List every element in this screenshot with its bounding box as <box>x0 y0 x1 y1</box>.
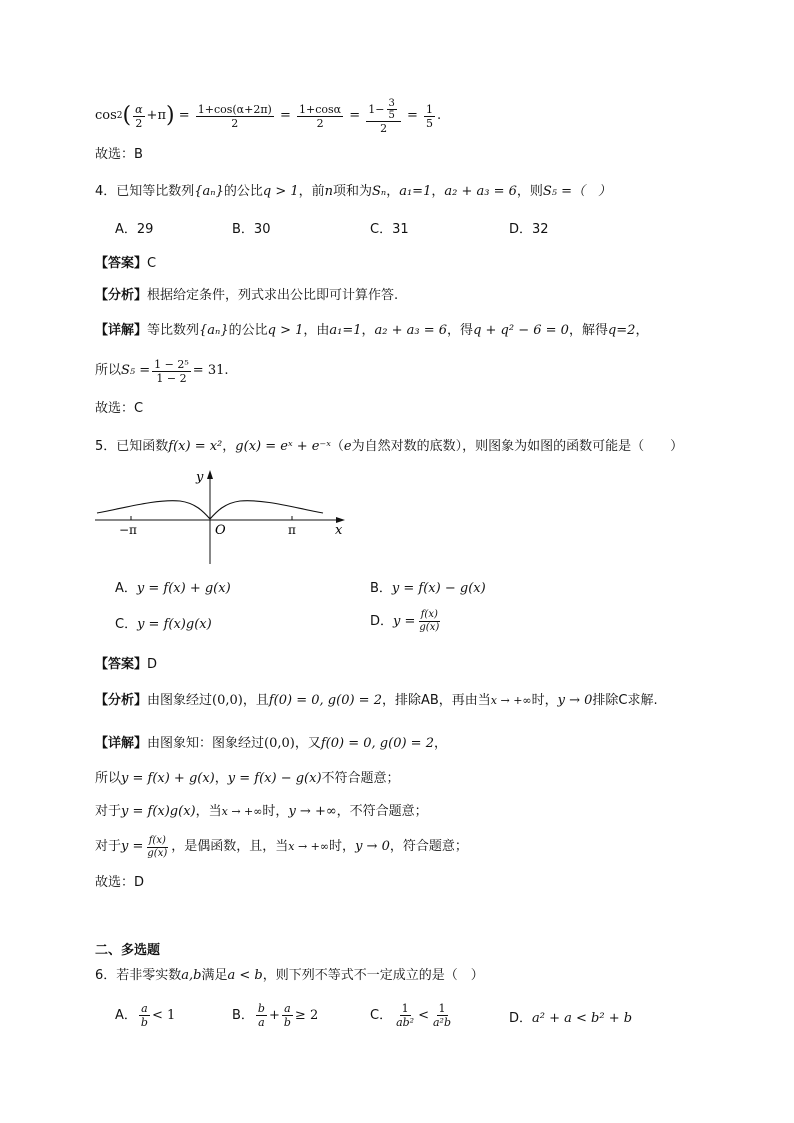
q5-detail-line2: 所以y = f(x) + g(x)，y = f(x) − g(x)不符合题意； <box>95 771 400 786</box>
q6-option-b[interactable]: B． $\frac{b}{a}$ + $\frac{a}{b}$ ≥ 2 <box>232 1002 319 1029</box>
q5-detail-line4: 对于 y = $\frac{f(x)}{g(x)}$ ，是偶函数，且，当 x → +∞ 时， y → 0 ，符合题意； <box>95 834 468 859</box>
arg-plus: +π <box>146 108 166 123</box>
q6-c-frac-1: $\frac{1}{\text{ab²}}$ <box>396 1002 415 1029</box>
y-axis-arrow <box>207 470 213 479</box>
tick-label-neg-pi: −π <box>119 523 137 537</box>
q5-option-d-frac: $\frac{f(x)}{g(x)}$ <box>419 609 440 633</box>
origin-label: O <box>215 523 226 538</box>
q4-detail: 【详解】等比数列{aₙ}的公比q > 1，由a₁=1，a₂ + a₃ = 6，得q + q² − 6 = 0，解得q=2， <box>95 323 649 338</box>
q5-detail-frac: $\frac{f(x)}{g(x)}$ <box>147 834 168 859</box>
q5-option-b[interactable]: B．y = f(x) − g(x) <box>370 581 486 596</box>
frac-4: $\frac{1}{5}$ <box>426 102 434 130</box>
y-label: y <box>196 470 204 485</box>
q4-option-b[interactable]: B．30 <box>232 222 271 237</box>
q6-option-c[interactable]: C． $\frac{1}{\text{ab²}}$ < $\frac{1}{\text{a²b}}$ <box>370 1002 452 1029</box>
q4-answer: 【答案】C <box>95 256 157 271</box>
q6-c-frac-2: $\frac{1}{\text{a²b}}$ <box>433 1002 452 1029</box>
q6-option-d[interactable]: D．a² + a < b² + b <box>509 1011 633 1026</box>
q6-a-frac: $\frac{a}{b}$ <box>140 1002 148 1029</box>
q5-option-a[interactable]: A．y = f(x) + g(x) <box>115 581 231 596</box>
q4-option-a[interactable]: A．29 <box>115 222 154 237</box>
arg-frac: $\frac{\alpha}{2}$ <box>135 102 143 130</box>
q5-analysis: 【分析】由图象经过(0,0)，且f(0) = 0, g(0) = 2，排除AB，再由当x → +∞时，y → 0排除C求解. <box>95 693 658 708</box>
q5-detail-line3: 对于y = f(x)g(x)，当x → +∞时，y → +∞，不符合题意； <box>95 804 428 819</box>
x-label: x <box>335 523 343 538</box>
q4-sum-frac: $\frac{\text{1 − 2⁵}}{1 - 2}$ <box>154 357 189 385</box>
q6-stem: 6．若非零实数a,b满足a < b，则下列不等式不一定成立的是（ ） <box>95 968 484 983</box>
top-formula: cos 2 ( $\frac{\alpha}{2}$ +π ) = $\frac{1+\cos(\alpha+2\pi)}{2}$ = $\frac{1+\cos\alpha}{2}$ = 1− $\frac{3}{5}$ 2 = $\frac{1}{5}$ . <box>95 97 442 135</box>
q5-detail: 【详解】由图象知：图象经过(0,0)，又f(0) = 0, g(0) = 2， <box>95 736 447 751</box>
q5-answer: 【答案】D <box>95 657 158 672</box>
q4-sum: 所以 S₅ = $\frac{\text{1 − 2⁵}}{1 - 2}$ = 31 . <box>95 357 229 385</box>
q5-stem: 5．已知函数f(x) = x²，g(x) = eˣ + e⁻ˣ（e为自然对数的底数），则图象为如图的函数可能是（ ） <box>95 439 684 454</box>
q6-option-a[interactable]: A． $\frac{a}{b}$ < 1 <box>115 1002 176 1029</box>
q5-option-d[interactable]: D． y = $\frac{f(x)}{g(x)}$ <box>370 609 440 633</box>
q6-b-frac-1: $\frac{b}{a}$ <box>257 1002 265 1029</box>
frac-3: 1− $\frac{3}{5}$ 2 <box>366 98 401 135</box>
cos-exp: 2 <box>116 111 123 121</box>
q4-stem: 4．已知等比数列{aₙ}的公比q > 1，前n项和为Sₙ，a₁=1，a₂ + a₃ = 6，则S₅ =（ ） <box>95 184 612 199</box>
section-heading: 二、多选题 <box>95 943 161 958</box>
q6-b-frac-2: $\frac{a}{b}$ <box>283 1002 291 1029</box>
cos-fn: cos <box>95 108 117 123</box>
q4-option-c[interactable]: C．31 <box>370 222 409 237</box>
q5-choice: 故选：D <box>95 875 145 890</box>
q3-choice: 故选：B <box>95 147 143 162</box>
frac-2: $\frac{1+\cos\alpha}{2}$ <box>299 102 342 130</box>
function-graph <box>95 466 355 566</box>
q4-option-d[interactable]: D．32 <box>509 222 549 237</box>
q4-analysis: 【分析】根据给定条件，列式求出公比即可计算作答. <box>95 288 399 303</box>
q5-option-c[interactable]: C．y = f(x)g(x) <box>115 617 212 632</box>
q4-choice: 故选：C <box>95 401 144 416</box>
frac-1: $\frac{1+\cos(\alpha+2\pi)}{2}$ <box>197 102 272 130</box>
tick-label-pi: π <box>288 523 296 537</box>
